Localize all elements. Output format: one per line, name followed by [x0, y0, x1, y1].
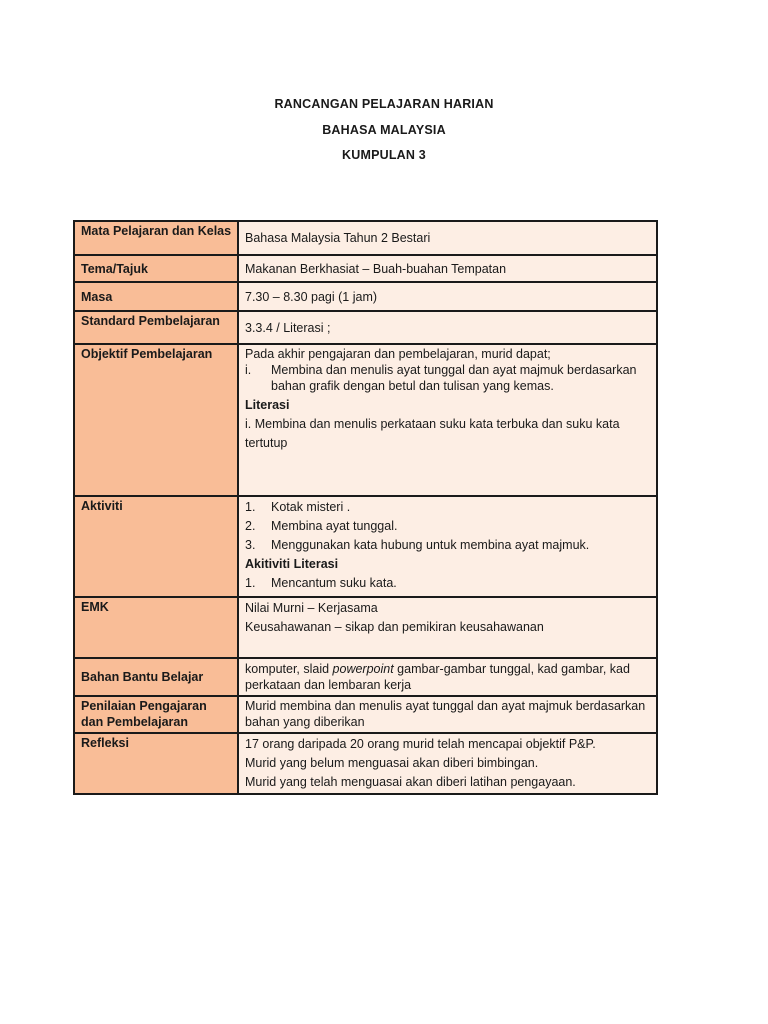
- bahan-text-before: komputer, slaid: [245, 662, 333, 676]
- value-mata-pelajaran-text: Bahasa Malaysia Tahun 2 Bestari: [245, 231, 431, 245]
- row-refleksi: [74, 733, 657, 794]
- aktiviti-item-number: 3.: [245, 538, 256, 552]
- aktiviti-item: [245, 498, 651, 517]
- value-mata-pelajaran: [238, 221, 657, 255]
- objektif-literasi-text: i. Membina dan menulis perkataan suku kata terbuka dan suku kata tertutup: [245, 417, 620, 450]
- refleksi-line-1: 17 orang daripada 20 orang murid telah mencapai objektif P&P.: [245, 737, 596, 751]
- aktiviti-item-number: 1.: [245, 500, 256, 514]
- label-objektif: Objektif Pembelajaran: [74, 344, 238, 496]
- row-emk: [74, 597, 657, 658]
- row-bahan: [74, 658, 657, 696]
- bahan-text-italic: powerpoint: [332, 662, 394, 676]
- row-penilaian: [74, 696, 657, 733]
- label-aktiviti: Aktiviti: [74, 496, 238, 597]
- value-aktiviti: [238, 496, 657, 597]
- label-masa: Masa: [74, 282, 238, 311]
- row-aktiviti: [74, 496, 657, 597]
- row-masa: [74, 282, 657, 311]
- value-bahan: [238, 658, 657, 696]
- emk-line-1: Nilai Murni – Kerjasama: [245, 601, 378, 615]
- document-group: KUMPULAN 3: [342, 148, 426, 162]
- label-tema: Tema/Tajuk: [74, 255, 238, 282]
- value-objektif: [238, 344, 657, 496]
- row-standard: [74, 311, 657, 344]
- document-subject: BAHASA MALAYSIA: [322, 123, 446, 137]
- objektif-item-text: Membina dan menulis ayat tunggal dan ayat majmuk berdasarkan bahan grafik dengan betul dan tulisan yang kemas.: [271, 363, 637, 393]
- label-penilaian: Penilaian Pengajaran dan Pembelajaran: [74, 696, 238, 733]
- row-objektif: [74, 344, 657, 496]
- bahan-text-after: gambar-gambar tunggal, kad gambar, kad perkataan dan lembaran kerja: [245, 662, 630, 692]
- objektif-intro: Pada akhir pengajaran dan pembelajaran, murid dapat;: [245, 347, 551, 361]
- objektif-item: [245, 362, 651, 394]
- objektif-literasi-title: Literasi: [245, 398, 290, 412]
- refleksi-line-3: Murid yang telah menguasai akan diberi latihan pengayaan.: [245, 775, 576, 789]
- aktiviti-item-text: Membina ayat tunggal.: [271, 519, 398, 533]
- value-emk: [238, 597, 657, 658]
- aktiviti-literasi-number: 1.: [245, 576, 256, 590]
- label-bahan: Bahan Bantu Belajar: [74, 658, 238, 696]
- aktiviti-item-text: Kotak misteri .: [271, 500, 351, 514]
- refleksi-line-2: Murid yang belum menguasai akan diberi bimbingan.: [245, 756, 539, 770]
- aktiviti-literasi-text: Mencantum suku kata.: [271, 576, 397, 590]
- aktiviti-item: [245, 536, 651, 555]
- aktiviti-item-number: 2.: [245, 519, 256, 533]
- aktiviti-item: [245, 517, 651, 536]
- label-mata-pelajaran: Mata Pelajaran dan Kelas: [74, 221, 238, 255]
- value-tema: Makanan Berkhasiat – Buah-buahan Tempatan: [238, 255, 657, 282]
- value-standard: 3.3.4 / Literasi ;: [238, 311, 657, 344]
- lesson-plan-table: [73, 220, 658, 795]
- aktiviti-item-text: Menggunakan kata hubung untuk membina ayat majmuk.: [271, 538, 590, 552]
- row-mata-pelajaran: [74, 221, 657, 255]
- emk-line-2: Keusahawanan – sikap dan pemikiran keusahawanan: [245, 620, 544, 634]
- document-title: RANCANGAN PELAJARAN HARIAN: [274, 97, 494, 111]
- aktiviti-literasi-item: [245, 574, 651, 593]
- label-standard: Standard Pembelajaran: [74, 311, 238, 344]
- row-tema: [74, 255, 657, 282]
- objektif-item-number: i.: [245, 363, 252, 377]
- value-penilaian: Murid membina dan menulis ayat tunggal dan ayat majmuk berdasarkan bahan yang diberikan: [238, 696, 657, 733]
- value-refleksi: [238, 733, 657, 794]
- label-emk: EMK: [74, 597, 238, 658]
- aktiviti-literasi-title: Akitiviti Literasi: [245, 557, 339, 571]
- value-masa: 7.30 – 8.30 pagi (1 jam): [238, 282, 657, 311]
- label-refleksi: Refleksi: [74, 733, 238, 794]
